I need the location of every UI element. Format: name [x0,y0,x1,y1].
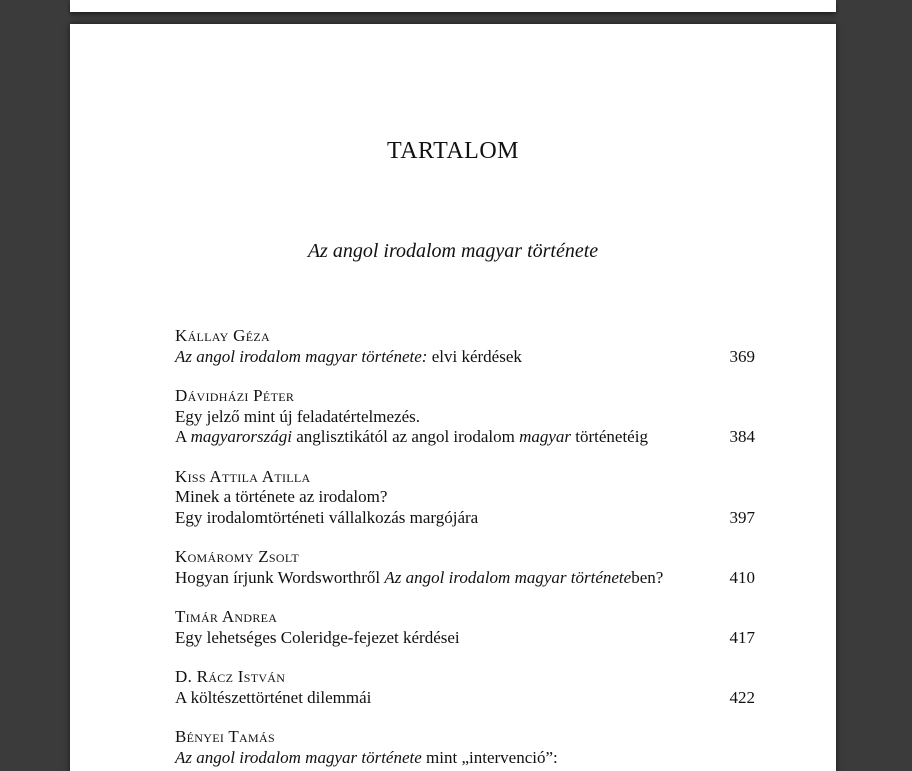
toc-page-number: 417 [729,627,755,647]
toc-author: Kállay Géza [175,326,270,345]
toc-title-line: Hogyan írjunk Wordsworthről Az angol irodalom magyar történeteben? [175,567,664,587]
toc-title-line: Minek a története az irodalom? [175,487,388,506]
page-title: TARTALOM [386,138,520,164]
toc-title-line: A költészettörténet dilemmái [175,687,372,707]
toc-entry [175,467,755,529]
toc-page-number: 422 [729,687,755,707]
toc-page-number: 369 [729,346,755,366]
toc-entry [175,607,755,648]
toc-title-line: Egy jelző mint új feladatértelmezés. [175,406,420,426]
toc-title-line: Egy irodalomtörténeti vállalkozás margójára [175,507,479,527]
toc-page-number: 397 [729,507,755,527]
toc-title-line: A magyarországi anglisztikától az angol irodalom magyar történetéig [175,427,648,446]
toc-entry [175,386,755,448]
toc-author: D. Rácz István [175,667,286,686]
toc-title-line: Az angol irodalom magyar története: elvi kérdések [175,346,522,366]
table-of-contents [175,326,755,771]
toc-entry [175,326,755,367]
toc-title-line: Az angol irodalom magyar története mint „intervenció”: [175,747,558,767]
toc-entry [175,727,755,768]
toc-author: Komáromy Zsolt [175,547,300,566]
toc-author: Dávidházi Péter [175,386,295,405]
previous-page-edge [70,0,836,12]
toc-page-number: 410 [729,567,755,587]
toc-author: Kiss Attila Atilla [175,466,311,486]
toc-entry [175,547,755,588]
toc-entry [175,667,755,708]
toc-author: Bényei Tamás [175,727,275,746]
document-page [70,24,836,771]
toc-page-number: 384 [729,427,755,446]
toc-title-line: Egy lehetséges Coleridge-fejezet kérdései [175,627,460,647]
section-subtitle: Az angol irodalom magyar története [307,240,599,262]
toc-author: Timár Andrea [175,607,278,626]
